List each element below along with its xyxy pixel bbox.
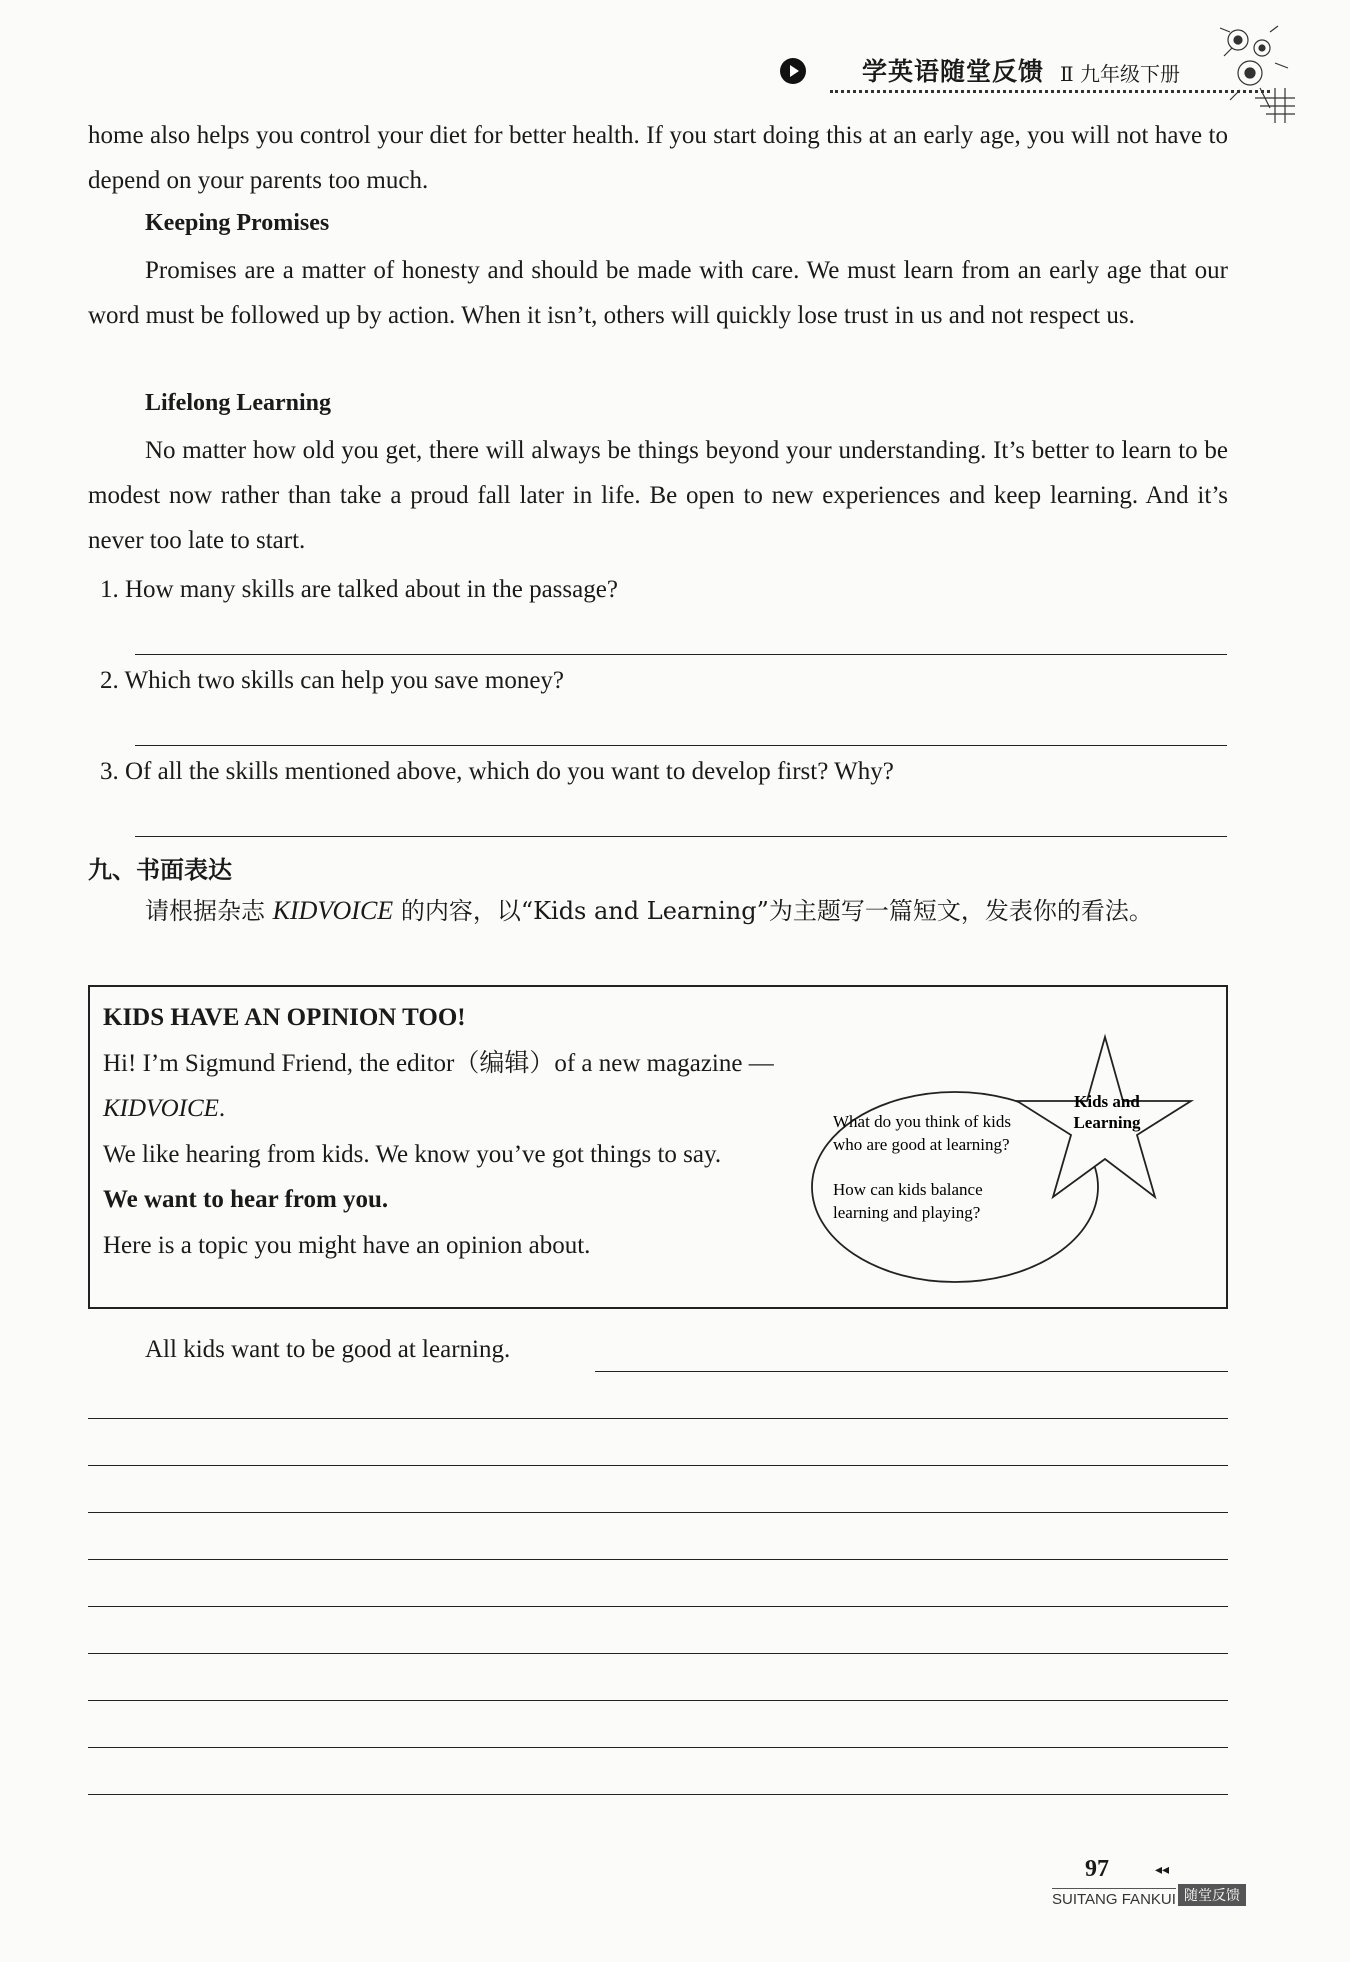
magazine-box [88,985,1228,1309]
star-label-2: Learning [1073,1113,1141,1132]
answer-line-2[interactable] [135,745,1227,746]
topic-diagram [805,1027,1215,1297]
page-number: 97 [1085,1856,1109,1882]
box-line: Here is a topic you might have an opinion about. [103,1231,591,1259]
footer-badge: 随堂反馈 [1178,1884,1246,1906]
answer-line-1[interactable] [135,654,1227,655]
essay-line[interactable] [88,1465,1228,1466]
essay-line[interactable] [88,1559,1228,1560]
star-label-1: Kids and [1074,1092,1140,1111]
section-heading: Lifelong Learning [145,390,332,416]
box-line-bold: We want to hear from you. [103,1186,389,1213]
essay-line[interactable] [88,1794,1228,1795]
box-line: We like hearing from kids. We know you’ve got things to say. [103,1140,722,1168]
box-intro-end: . [218,1095,226,1122]
flower-decoration-icon [1200,18,1300,128]
essay-opening-sentence: All kids want to be good at learning. [145,1336,511,1363]
essay-line[interactable] [88,1606,1228,1607]
box-title: KIDS HAVE AN OPINION TOO! [103,1004,466,1031]
box-intro-text: Hi! I’m Sigmund Friend, the editor（编辑）of a new magazine — [103,1049,774,1077]
section-heading: Keeping Promises [145,210,330,236]
instruction-text: 请根据杂志 [145,897,273,925]
passage-paragraph: No matter how old you get, there will always be things beyond your understanding. It’s better to learn to be modest now rather than take a proud fall later in life. Be open to new experiences and keep learning. And it’s never too late to start. [88,437,1228,554]
magazine-name: KIDVOICE [103,1095,219,1122]
diagram-question-1a: What do you think of kids [833,1112,1012,1131]
book-subtitle: Ⅱ 九年级下册 [1060,62,1180,86]
diagram-question-1b: who are good at learning? [833,1135,1010,1154]
question-1: 1. How many skills are talked about in the passage? [100,576,618,603]
essay-line[interactable] [88,1700,1228,1701]
answer-line-3[interactable] [135,836,1227,837]
question-3: 3. Of all the skills mentioned above, which do you want to develop first? Why? [100,758,894,785]
essay-line[interactable] [88,1747,1228,1748]
page-header [770,50,1290,110]
essay-line[interactable] [88,1512,1228,1513]
arrow-left-icon: ◂◂ [1155,1862,1170,1878]
essay-line[interactable] [595,1371,1228,1372]
passage-paragraph: Promises are a matter of honesty and should be made with care. We must learn from an early age that our word must be followed up by action. When it isn’t, others will quickly lose trust in us and not respect us. [88,257,1228,329]
box-intro [103,1041,793,1132]
magazine-box-text [103,995,793,1268]
book-title: 学英语随堂反馈 [862,57,1045,86]
question-2: 2. Which two skills can help you save money? [100,667,565,694]
magazine-name: KIDVOICE [272,896,394,925]
footer-brand: SUITANG FANKUI [1052,1888,1176,1908]
writing-instruction [88,888,1228,934]
instruction-text: 的内容，以“Kids and Learning”为主题写一篇短文，发表你的看法。 [393,897,1153,925]
play-icon [780,58,806,84]
passage-paragraph: home also helps you control your diet for better health. If you start doing this at an early age, you will not have to depend on your parents too much. [88,122,1228,194]
essay-line[interactable] [88,1653,1228,1654]
diagram-question-2b: learning and playing? [833,1203,981,1222]
essay-line[interactable] [88,1418,1228,1419]
writing-section-title: 九、书面表达 [88,856,232,884]
diagram-question-2a: How can kids balance [833,1180,983,1199]
